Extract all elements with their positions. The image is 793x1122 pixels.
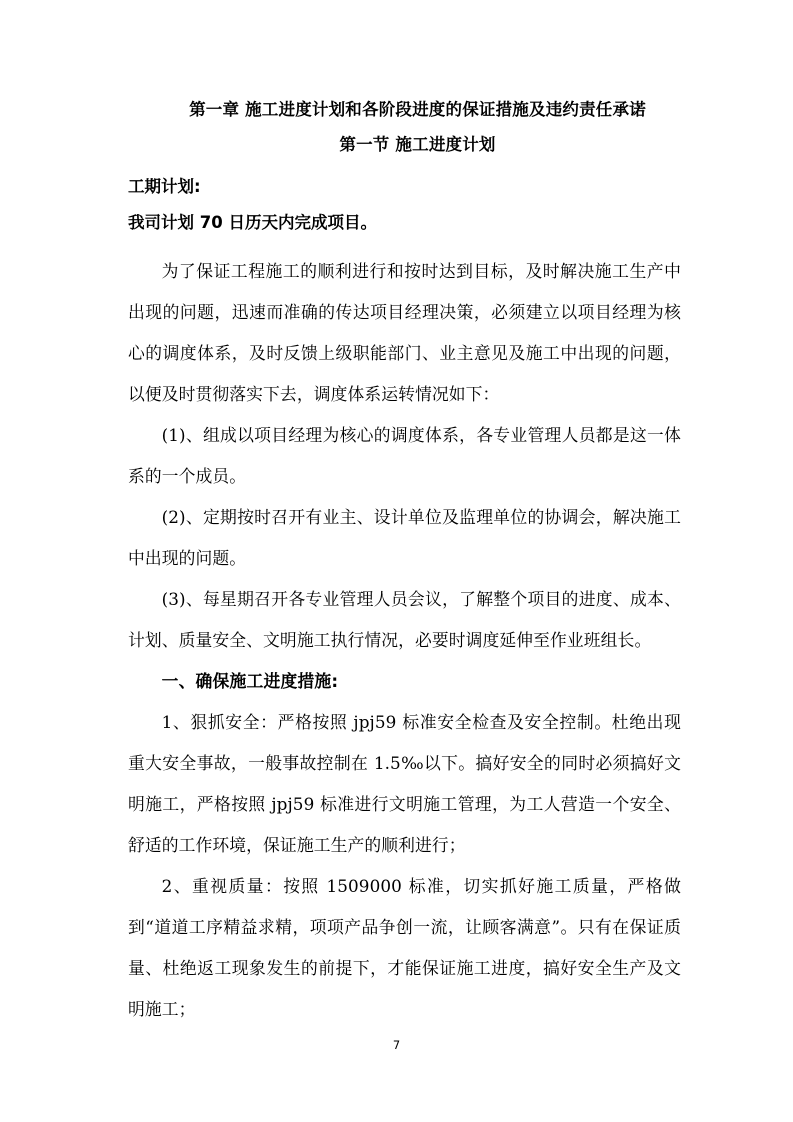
chapter-heading: 第一章 施工进度计划和各阶段进度的保证措施及违约责任承诺 <box>189 100 646 119</box>
section-heading: 第一节 施工进度计划 <box>339 135 496 154</box>
paragraph-item-3: (3)、每星期召开各专业管理人员会议，了解整个项目的进度、成本、计划、质量安全、文明施工执行情况，必要时调度延伸至作业班组长。 <box>128 589 681 650</box>
schedule-plan-statement: 我司计划 70 日历天内完成项目。 <box>128 213 377 232</box>
paragraph-item-1: (1)、组成以项目经理为核心的调度体系，各专业管理人员都是这一体系的一个成员。 <box>128 425 681 486</box>
document-content <box>128 92 681 1030</box>
paragraph-measure-2: 2、重视质量：按照 1509000 标准，切实抓好施工质量，严格做到“道道工序精益求精，项项产品争创一流，让顾客满意”。只有在保证质量、杜绝返工现象发生的前提下，才能保证施工进度，搞好安全生产及文明施工； <box>128 876 681 1019</box>
paragraph-item-2: (2)、定期按时召开有业主、设计单位及监理单位的协调会，解决施工中出现的问题。 <box>128 507 681 568</box>
subheading-ensure-progress-measures: 一、确保施工进度措施: <box>161 671 339 691</box>
schedule-plan-label: 工期计划: <box>128 177 201 196</box>
paragraph-measure-1: 1、狠抓安全：严格按照 jpj59 标准安全检查及安全控制。杜绝出现重大安全事故，一般事故控制在 1.5‰以下。搞好安全的同时必须搞好文明施工，严格按照 jpj59 标准进行文明施工管理，为工人营造一个安全、舒适的工作环境，保证施工生产的顺利进行； <box>128 712 681 855</box>
page-number: 7 <box>392 1038 401 1052</box>
paragraph-intro: 为了保证工程施工的顺利进行和按时达到目标，及时解决施工生产中出现的问题，迅速而准确的传达项目经理决策，必须建立以项目经理为核心的调度体系，及时反馈上级职能部门、业主意见及施工中出现的问题，以便及时贯彻落实下去，调度体系运转情况如下： <box>128 261 681 404</box>
